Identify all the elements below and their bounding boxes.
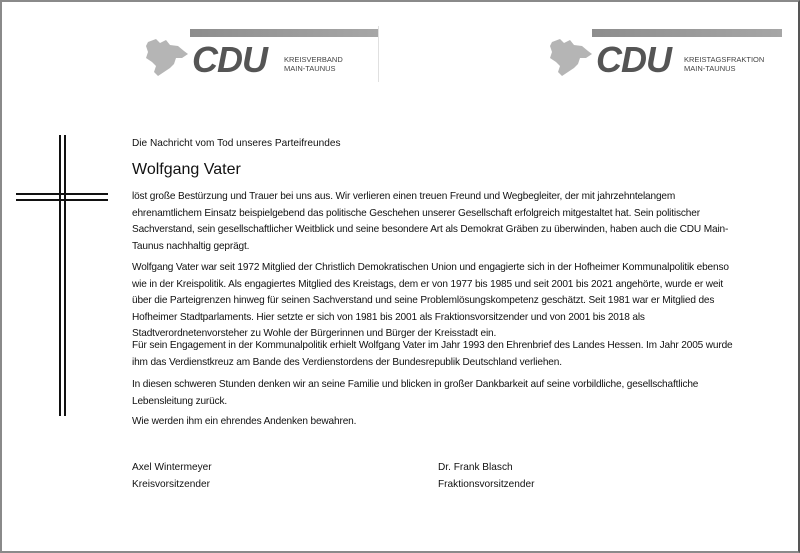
paragraph <box>132 414 356 431</box>
logo-kreistagsfraktion <box>544 26 784 82</box>
paragraph-line: ehrenamtlichem Einsatz beispielgebend das politische Geschehen unserer Gesellschaft erfolgreich mitgestaltet hat. Sein politischer <box>132 207 700 219</box>
paragraph-line: Sachverstand, sein gesellschaftlicher Weitblick und seine besondere Art als Demokrat Gräben zu überwinden, haben auch die CDU Main- <box>132 224 729 236</box>
logo-kreisverband <box>140 26 380 82</box>
logo-subtitle <box>284 56 343 73</box>
paragraph-line: Taunus nachhaltig geprägt. <box>132 240 250 252</box>
logo-brand: CDU <box>596 39 671 80</box>
paragraph <box>132 338 733 371</box>
paragraph-line: Wie werden ihm ein ehrendes Andenken bewahren. <box>132 416 357 427</box>
paragraph-line: löst große Bestürzung und Trauer bei uns aus. Wir verlieren einen treuen Freund und Wegbegleiter, der mit jahrzehntelangem <box>132 191 676 202</box>
paragraph-line: Lebensleitung zurück. <box>132 395 228 407</box>
paragraph <box>132 260 729 343</box>
logo-subtitle-line: KREISTAGSFRAKTION <box>684 55 765 64</box>
signature-name: Dr. Frank Blasch <box>438 462 513 473</box>
logo-edge <box>378 26 379 82</box>
logo-subtitle <box>684 56 764 73</box>
signature-role: Fraktionsvorsitzender <box>438 479 535 490</box>
deceased-name: Wolfgang Vater <box>132 161 241 178</box>
paragraph-line: In diesen schweren Stunden denken wir an seine Familie und blicken in großer Dankbarkeit auf seine vorbildliche, gesellschaftliche <box>132 379 699 390</box>
intro-text: Die Nachricht vom Tod unseres Parteifreundes <box>132 138 341 149</box>
map-icon <box>548 36 594 78</box>
paragraph-line: ihm das Verdienstkreuz am Bande des Verdienstordens der Bundesrepublik Deutschland verliehen. <box>132 356 562 368</box>
paragraph-line: Hofheimer Stadtparlaments. Hier setzte er sich von 1981 bis 2001 als Fraktionsvorsitzender und von 2001 bis 2018 als <box>132 311 645 323</box>
signature-left <box>132 459 212 493</box>
logo-brand: CDU <box>192 39 267 80</box>
signature-role: Kreisvorsitzender <box>132 479 210 490</box>
logo-subtitle-line: MAIN-TAUNUS <box>284 63 336 73</box>
map-icon <box>144 36 190 78</box>
logo-bar <box>190 29 378 37</box>
signature-name: Axel Wintermeyer <box>132 462 212 473</box>
signature-right <box>438 459 535 493</box>
paragraph <box>132 377 698 410</box>
logo-subtitle-line: KREISVERBAND <box>284 55 343 64</box>
logo-subtitle-line: MAIN-TAUNUS <box>684 63 736 73</box>
paragraph-line: Stadtverordnetenvorsteher zu Wohle der Bürgerinnen und Bürger der Kreisstadt ein. <box>132 328 497 340</box>
paragraph-line: Wolfgang Vater war seit 1972 Mitglied der Christlich Demokratischen Union und engagierte sich in der Hofheimer Kommunalpolitik ebenso <box>132 262 729 273</box>
paragraph-line: wie in der Kreispolitik. Als engagiertes Mitglied des Kreistags, dem er von 1977 bis 1985 und seit 2001 bis 2021 angehörte, wurde er weit <box>132 278 724 290</box>
paragraph <box>132 189 728 255</box>
paragraph-line: über die Parteigrenzen hinweg für seinen Sachverstand und seine Problemlösungskompetenz geschätzt. Seit 1981 war er Mitglied des <box>132 295 715 307</box>
logo-bar <box>592 29 782 37</box>
paragraph-line: Für sein Engagement in der Kommunalpolitik erhielt Wolfgang Vater im Jahr 1993 den Ehrenbrief des Landes Hessen. Im Jahr 2005 wurde <box>132 340 733 351</box>
